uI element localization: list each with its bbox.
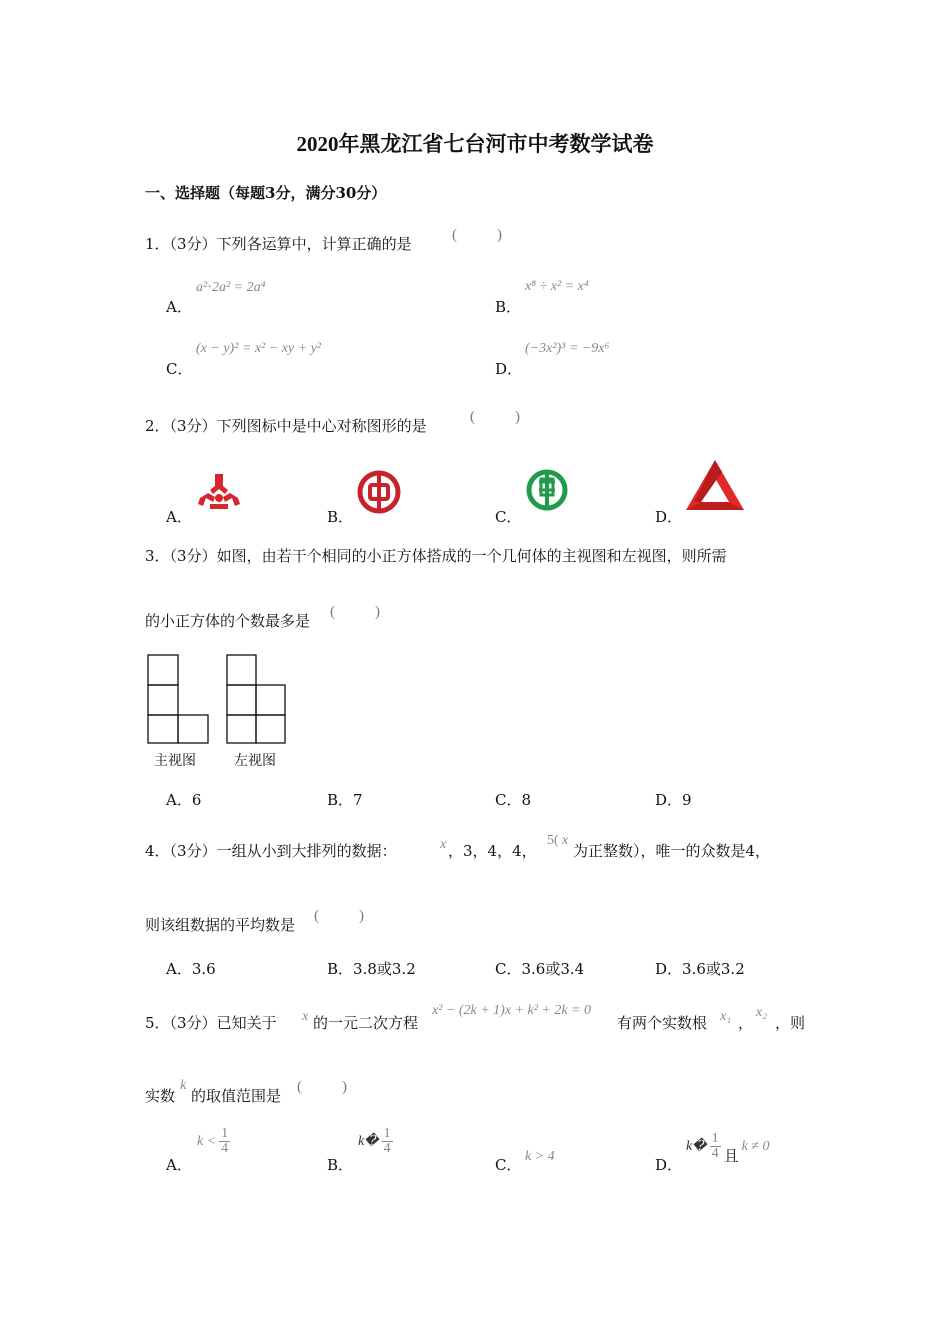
- q5-option-a-label: A．: [166, 1156, 192, 1174]
- q1-option-c-label: C．: [166, 360, 193, 378]
- question-5-stem-cont-b: 的取值范围是: [191, 1087, 282, 1105]
- var-k: k: [180, 1078, 187, 1093]
- question-4-stem-b: 为正整数），唯一的众数是4，: [573, 842, 771, 860]
- q1-option-b-label: B．: [495, 298, 522, 316]
- q3-option-b: B．7: [327, 791, 363, 809]
- var-five: 5(: [547, 833, 559, 848]
- answer-paren-open: (: [297, 1079, 302, 1095]
- q4-option-a: A．3.6: [166, 960, 216, 978]
- question-3-stem-cont: 的小正方体的个数最多是: [145, 612, 311, 630]
- q5-option-c-label: C．: [495, 1156, 522, 1174]
- answer-paren-open: (: [470, 409, 475, 425]
- var-x: x: [302, 1009, 309, 1024]
- q2-option-b-label: B．: [327, 508, 354, 526]
- root-x2: x₂: [756, 1005, 768, 1020]
- triangle-logo-icon: [684, 458, 746, 512]
- q2-option-a-label: A．: [166, 508, 192, 526]
- question-4-data: ，3，4，4，: [448, 842, 537, 860]
- q5-option-a-expr: [197, 1127, 230, 1156]
- main-view-label: 主视图: [154, 753, 196, 769]
- q3-option-c: C．8: [495, 791, 532, 809]
- q5-option-b-label: B．: [327, 1156, 354, 1174]
- q5-option-d-expr: [686, 1127, 770, 1166]
- q4-option-d: D．3.6或3.2: [655, 960, 745, 978]
- question-5-stem: 5．（3分）已知关于: [145, 1014, 277, 1032]
- fraction-numerator: 1: [221, 1126, 229, 1141]
- q2-option-c-label: C．: [495, 508, 522, 526]
- question-4-stem-cont: 则该组数据的平均数是: [145, 916, 296, 934]
- q4-option-b: B．3.8或3.2: [327, 960, 416, 978]
- q1-option-d-label: D．: [495, 360, 523, 378]
- question-5-stem-d: ，则: [775, 1014, 806, 1032]
- inequality-lhs: k <: [197, 1133, 217, 1149]
- quadratic-equation: x² − (2k + 1)x + k² + 2k = 0: [432, 1003, 592, 1018]
- answer-paren-open: (: [314, 908, 319, 924]
- q1-option-c-expr: (x − y)² = x² − xy + y²: [196, 341, 321, 356]
- fraction: [382, 1127, 393, 1156]
- question-5-stem-cont: 实数: [145, 1087, 176, 1105]
- q1-option-a-label: A．: [166, 298, 192, 316]
- q1-option-d-expr: (−3x²)³ = −9x⁶: [525, 341, 610, 356]
- answer-paren-open: (: [330, 604, 335, 620]
- left-view-label: 左视图: [234, 753, 276, 769]
- fraction-denominator: 4: [383, 1141, 391, 1156]
- comma: ，: [738, 1014, 754, 1032]
- q3-option-a: A．6: [166, 791, 202, 809]
- answer-paren-close: ): [497, 227, 502, 243]
- answer-paren-open: (: [452, 227, 457, 243]
- question-5-stem-b: 的一元二次方程: [313, 1014, 419, 1032]
- q5-option-d-label: D．: [655, 1156, 683, 1174]
- question-3-stem: 3．（3分）如图，由若干个相同的小正方体搭成的一个几何体的主视图和左视图，则所需: [145, 547, 727, 565]
- question-1-stem: 1．（3分）下列各运算中，计算正确的是: [145, 235, 412, 253]
- bank-logo-tri-icon: [196, 472, 242, 514]
- cube-views-figure: [146, 653, 288, 745]
- var-x: x: [440, 837, 447, 852]
- answer-paren-close: ): [375, 604, 380, 620]
- var-x: x: [562, 833, 569, 848]
- question-5-stem-c: 有两个实数根: [617, 1014, 708, 1032]
- fraction-denominator: 4: [711, 1146, 719, 1161]
- fraction-denominator: 4: [221, 1141, 229, 1156]
- root-x1: x₁: [720, 1009, 732, 1024]
- agricultural-bank-icon: [525, 468, 569, 512]
- fraction: [710, 1132, 721, 1161]
- q5-option-c-expr: k > 4: [525, 1149, 555, 1164]
- q5-option-b-expr: [358, 1127, 393, 1156]
- answer-paren-close: ): [342, 1079, 347, 1095]
- q2-option-d-label: D．: [655, 508, 683, 526]
- page-title: 2020年黑龙江省七台河市中考数学试卷: [296, 132, 654, 156]
- q4-option-c: C．3.6或3.4: [495, 960, 585, 978]
- question-2-stem: 2．（3分）下列图标中是中心对称图形的是: [145, 417, 427, 435]
- inequality-lhs: k�: [358, 1134, 379, 1149]
- question-4-stem: 4．（3分）一组从小到大排列的数据：: [145, 842, 397, 860]
- answer-paren-close: ): [359, 908, 364, 924]
- inequality-lhs: k�: [686, 1139, 707, 1154]
- section-heading: 一、选择题（每题3分，满分30分）: [145, 184, 387, 202]
- q1-option-a-expr: a²⋅2a² = 2a⁴: [196, 280, 266, 295]
- fraction-numerator: 1: [711, 1131, 719, 1146]
- bank-of-china-icon: [357, 470, 401, 514]
- inequality-tail: k ≠ 0: [741, 1138, 770, 1154]
- answer-paren-close: ): [515, 409, 520, 425]
- and-connector: 且: [723, 1147, 739, 1165]
- fraction: [219, 1127, 230, 1156]
- q3-option-d: D．9: [655, 791, 692, 809]
- q1-option-b-expr: x⁸ ÷ x² = x⁴: [525, 279, 589, 294]
- fraction-numerator: 1: [383, 1126, 391, 1141]
